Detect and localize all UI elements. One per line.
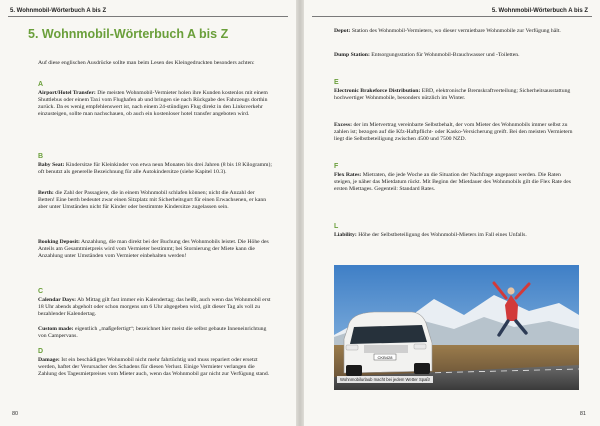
entry-term: Depot: [334, 28, 351, 34]
entry-text: Station des Wohnmobil-Vermieters, wo dieser vermietbare Wohnmobile zur Verfügung hält. [351, 28, 561, 34]
entry-baby-seat [38, 162, 272, 176]
header-rule-left [8, 16, 288, 17]
chapter-title: 5. Wohnmobil-Wörterbuch A bis Z [28, 27, 229, 41]
section-letter-a: A [38, 81, 44, 88]
section-letter-b: B [38, 153, 44, 160]
section-letter-f: F [334, 163, 339, 170]
entry-term: Booking Deposit: [38, 239, 80, 245]
running-header-right: 5. Wohnmobil-Wörterbuch A bis Z [491, 8, 588, 14]
entry-text: Höhe der Selbstbeteiligung des Wohnmobil-Mieters im Fall eines Unfalls. [358, 232, 527, 238]
entry-text: Anzahlung, die man direkt bei der Buchung des Wohnmobils leistet. Die Höhe des Anteils am Gesamtmietpreis wird vom Vermieter bestimmt; bei Stornierung der Miete kann die Anzahlung unter Umständen vom Vermieter einbehalten werden! [38, 239, 269, 259]
entry-electronic-brakeforce [334, 88, 579, 102]
intro-paragraph: Auf diese englischen Ausdrücke sollte man beim Lesen des Kleingedruckten besonders achten: [38, 60, 255, 66]
entry-term: Damage: [38, 357, 60, 363]
entry-text: Mietraten, die jede Woche an die Situation der Nachfrage angepasst werden. Die Raten steigen, je näher das Mietdatum rückt. Mit Beginn der Mietdauer des Wohnmobils gilt die Flex Rate des ersten Miettages. Gegenteil: Standard Rates. [334, 172, 571, 192]
section-letter-d: D [38, 348, 44, 355]
running-header-left: 5. Wohnmobil-Wörterbuch A bis Z [10, 8, 107, 14]
entry-term: Baby Seat: [38, 162, 65, 168]
entry-term: Berth: [38, 190, 54, 196]
campervan-photo-illustration [334, 265, 579, 390]
page-number-right: 81 [579, 411, 586, 417]
entry-text: Ist ein beschädigtes Wohnmobil nicht mehr fahrtüchtig und muss repariert oder ersetzt werden, haftet der Verursacher des Schadens für diesen Verlust. Einige Vermieter verlangen die Zahlung des Tagesmietpreises vom Mieter auch, wenn das Wohnmobil gar nicht zur Verfügung stand. [38, 357, 270, 377]
entry-term: Liability: [334, 232, 357, 238]
entry-text: Ab Mittag gilt fast immer ein Kalendertag; das heißt, auch wenn das Wohnmobil erst 18 Uhr abends abgeholt oder schon morgens um 6 Uhr abgegeben wird, gilt dieser Tag als voll zu bezahlender Kalendertag. [38, 297, 271, 317]
entry-liability [334, 232, 579, 239]
entry-text: Die meisten Wohnmobil-Vermieter holen ihre Kunden kostenlos mit einem Shuttlebus oder einem Taxi vom Flughafen ab und bringen sie nach Rückgabe des Fahrzeugs dorthin zurück. Da es wenig empfehlenswert ist, nach einem 24-stündigen Flug direkt in den Linksverkehr einzusteigen, sollte man nachschauen, ob auch ein kostenloser hotel transfer angeboten wird. [38, 90, 268, 117]
entry-damage [38, 357, 272, 378]
entry-custom-made [38, 326, 272, 340]
entry-dump-station [334, 52, 579, 59]
entry-flex-rates [334, 172, 579, 193]
entry-airport-transfer [38, 90, 272, 118]
page-number-left: 80 [12, 411, 19, 417]
entry-booking-deposit [38, 239, 272, 260]
campervan-illustration [344, 312, 432, 376]
section-letter-l: L [334, 223, 339, 230]
left-page [0, 0, 296, 426]
entry-term: Calendar Days: [38, 297, 76, 303]
entry-calendar-days [38, 297, 272, 318]
entry-text: die Zahl der Passagiere, die in einem Wohnmobil schlafen können; nicht die Anzahl der Betten! Eine berth bedeutet zwar einen Sitzplatz mit Sicherheitsgurt für einen Erwachsenen, er kann aber unter Umständen nicht für Kinder oder bestimmte Kindersitze zugelassen sein. [38, 190, 267, 210]
entry-term: Airport/Hotel Transfer: [38, 90, 96, 96]
campervan-photo [334, 265, 579, 390]
entry-term: Electronic Brakeforce Distribution: [334, 88, 421, 94]
book-gutter [296, 0, 304, 426]
right-page [304, 0, 600, 426]
license-plate: CKB428 [377, 354, 393, 360]
header-rule-right [312, 16, 592, 17]
entry-text: eigentlich „maßgefertigt“; bezeichnet hier meist die selbst gebaute Inneneinrichtung von Campervans. [38, 326, 267, 339]
entry-excess [334, 122, 579, 143]
photo-caption: Wohnmobilurlaub macht bei jedem Wetter Spaß! [337, 376, 433, 383]
entry-text: EBD, elektronische Bremskraftverteilung; Sicherheitsausstattung hochwertiger Wohnmobile, besonders nützlich im Winter. [334, 88, 571, 101]
entry-term: Dump Station: [334, 52, 370, 58]
entry-term: Flex Rates: [334, 172, 362, 178]
entry-depot [334, 28, 579, 35]
entry-text: Entsorgungsstation für Wohnmobil-Brauchwasser und -Toiletten. [371, 52, 520, 58]
entry-text: Kindersitze für Kleinkinder von etwa neun Monaten bis drei Jahren (8 bis 18 Kilogramm); oft benutzt als generelle Bezeichnung für alle Autokindersitze (siehe Kapitel 10.3). [38, 162, 272, 175]
entry-text: der im Mietvertrag vereinbarte Selbstbehalt, der vom Mieter des Wohnmobils immer selbst zu zahlen ist; bezogen auf die Kfz-Haftpflicht- oder Kasko-Versicherung greift. Bei den meisten Vermietern liegt die Selbstbeteiligung zwischen 4500 und 7500 NZD. [334, 122, 573, 142]
entry-term: Excess: [334, 122, 353, 128]
section-letter-e: E [334, 79, 339, 86]
entry-term: Custom made: [38, 326, 74, 332]
entry-berth [38, 190, 272, 211]
section-letter-c: C [38, 288, 44, 295]
